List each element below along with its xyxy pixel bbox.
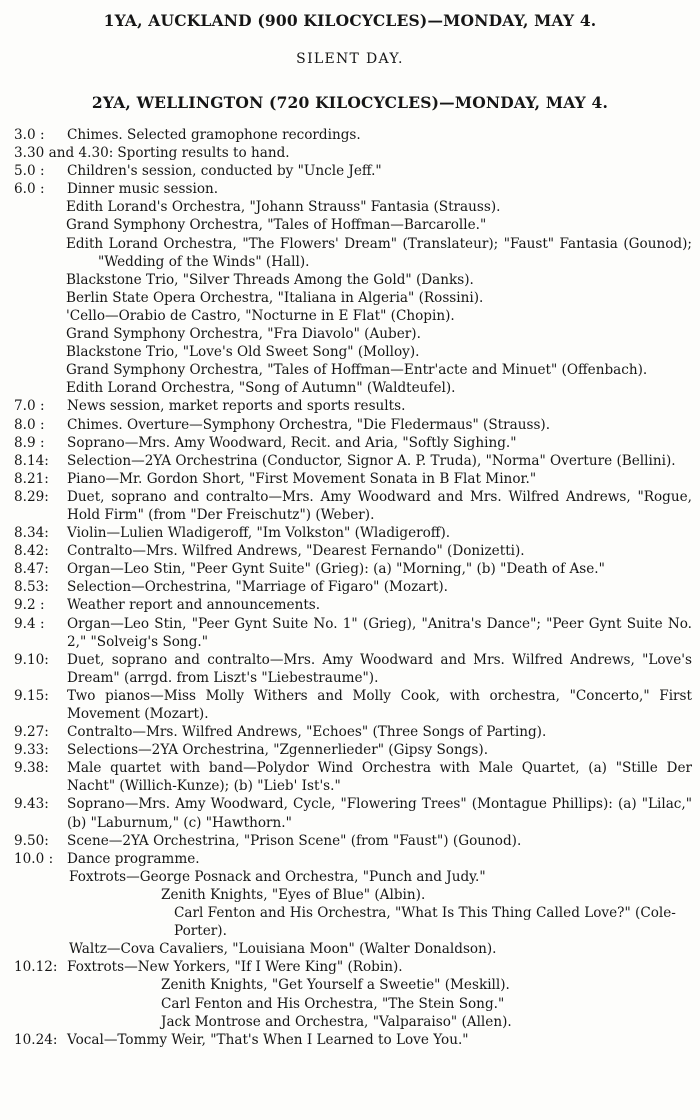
- entry-time: 8.9 :: [14, 434, 45, 451]
- programme-entry: [14, 470, 692, 488]
- programme-entry: [14, 397, 692, 415]
- entry-text: Duet, soprano and contralto—Mrs. Amy Woodward and Mrs. Wilfred Andrews, "Rogue, Hold Firm" (from "Der Freischutz") (Weber).: [67, 488, 692, 523]
- entry-text: Selection—2YA Orchestrina (Conductor, Signor A. P. Truda), "Norma" Overture (Bellini).: [67, 452, 676, 469]
- entry-time: 8.29:: [14, 488, 49, 505]
- foxtrot-heading: Foxtrots—George Posnack and Orchestra, "Punch and Judy.": [69, 868, 486, 885]
- entry-text: Soprano—Mrs. Amy Woodward, Recit. and Aria, "Softly Sighing.": [67, 434, 517, 451]
- programme-entry: [14, 542, 692, 560]
- entry-time: 7.0 :: [14, 398, 45, 415]
- dinner-item: Blackstone Trio, "Silver Threads Among the Gold" (Danks).: [66, 271, 474, 288]
- dinner-item: Edith Lorand Orchestra, "Song of Autumn" (Waldteufel).: [66, 380, 456, 397]
- entry-time: 8.21:: [14, 470, 49, 487]
- entry-time: 9.33:: [14, 742, 49, 759]
- programme-entry: [14, 416, 692, 434]
- programme-entry: [14, 524, 692, 542]
- entry-time: 8.0 :: [14, 416, 45, 433]
- entry-text: Children's session, conducted by "Uncle Jeff.": [67, 163, 382, 180]
- entry-text: Sporting results to hand.: [117, 145, 290, 162]
- programme-entry: [14, 759, 692, 795]
- foxtrot-item: [14, 904, 692, 940]
- dinner-item: Grand Symphony Orchestra, "Tales of Hoffman—Barcarolle.": [66, 217, 487, 234]
- programme-entry: [14, 180, 692, 198]
- entry-time: 3.30 and 4.30:: [14, 145, 114, 162]
- entry-text: Selection—Orchestrina, "Marriage of Figaro" (Mozart).: [67, 579, 448, 596]
- entry-time: 10.12:: [14, 959, 58, 976]
- foxtrot-item-text: Carl Fenton and His Orchestra, "What Is This Thing Called Love?" (Cole-Porter).: [174, 905, 676, 940]
- entry-time: 5.0 :: [14, 163, 45, 180]
- entry-text: Piano—Mr. Gordon Short, "First Movement Sonata in B Flat Minor.": [67, 470, 537, 487]
- dinner-item: Blackstone Trio, "Love's Old Sweet Song" (Molloy).: [66, 344, 420, 361]
- entry-time: 8.34:: [14, 525, 49, 542]
- programme-entry: [14, 687, 692, 723]
- entry-text: Scene—2YA Orchestrina, "Prison Scene" (from "Faust") (Gounod).: [67, 832, 522, 849]
- programme-entry: [14, 958, 692, 976]
- dinner-item: Grand Symphony Orchestra, "Tales of Hoffman—Entr'acte and Minuet" (Offenbach).: [66, 362, 648, 379]
- entry-text: Vocal—Tommy Weir, "That's When I Learned to Love You.": [67, 1031, 469, 1048]
- dinner-item: Edith Lorand's Orchestra, "Johann Strauss" Fantasia (Strauss).: [66, 199, 501, 216]
- entry-text: Dinner music session.: [67, 181, 219, 198]
- entry-text: Male quartet with band—Polydor Wind Orchestra with Male Quartet, (a) "Stille Der Nacht" (Willich-Kunze); (b) "Lieb' Ist's.": [67, 760, 692, 795]
- programme-entry: [14, 723, 692, 741]
- entry-time: 10.0 :: [14, 850, 54, 867]
- entry-text: News session, market reports and sports results.: [67, 398, 406, 415]
- entry-time: 9.50:: [14, 832, 49, 849]
- programme-entry: [14, 434, 692, 452]
- entry-text: Violin—Lulien Wladigeroff, "Im Volkston" (Wladigeroff).: [67, 525, 451, 542]
- programme-entry: [14, 126, 692, 144]
- programme-entry: [14, 832, 692, 850]
- entry-time: 9.43:: [14, 796, 49, 813]
- programme-entry: [14, 578, 692, 596]
- dinner-item: Edith Lorand Orchestra, "The Flowers' Dream" (Translateur); "Faust" Fantasia (Gounod); "Wedding of the Winds" (Hall).: [66, 235, 692, 270]
- entry-time: 8.14:: [14, 452, 49, 469]
- entry-text: Organ—Leo Stin, "Peer Gynt Suite No. 1" (Grieg), "Anitra's Dance"; "Peer Gynt Suite No. 2," "Solveig's Song.": [67, 615, 692, 650]
- entry-text: Duet, soprano and contralto—Mrs. Amy Woodward and Mrs. Wilfred Andrews, "Love's Dream" (arrgd. from Liszt's "Liebestraume").: [67, 651, 692, 686]
- programme-entry: [14, 596, 692, 614]
- entry-time: 3.0 :: [14, 127, 45, 143]
- programme-entry: [14, 162, 692, 180]
- entry-time: 9.2 :: [14, 597, 45, 614]
- entry-text: Two pianos—Miss Molly Withers and Molly Cook, with orchestra, "Concerto," First Movement (Mozart).: [67, 687, 692, 722]
- entry-time: 10.24:: [14, 1031, 58, 1048]
- entry-text: Selections—2YA Orchestrina, "Zgennerlieder" (Gipsy Songs).: [67, 742, 489, 759]
- entry-text: Weather report and announcements.: [67, 597, 321, 614]
- entry-time: 9.27:: [14, 724, 49, 741]
- programme-entry: [14, 651, 692, 687]
- foxtrot-item: Jack Montrose and Orchestra, "Valparaiso" (Allen).: [161, 1013, 512, 1030]
- programme-entry: [14, 1031, 692, 1049]
- entry-text: Chimes. Selected gramophone recordings.: [67, 127, 361, 143]
- programme-list: [14, 126, 692, 1049]
- foxtrot-item: Zenith Knights, "Get Yourself a Sweetie" (Meskill).: [161, 977, 510, 994]
- entry-text: Contralto—Mrs. Wilfred Andrews, "Echoes" (Three Songs of Parting).: [67, 724, 547, 741]
- entry-text: Chimes. Overture—Symphony Orchestra, "Die Fledermaus" (Strauss).: [67, 416, 551, 433]
- dinner-item: 'Cello—Orabio de Castro, "Nocturne in E Flat" (Chopin).: [66, 307, 455, 324]
- dinner-item: Berlin State Opera Orchestra, "Italiana in Algeria" (Rossini).: [66, 289, 484, 306]
- entry-text: Foxtrots—New Yorkers, "If I Were King" (Robin).: [67, 959, 403, 976]
- entry-time: 9.4 :: [14, 615, 45, 632]
- station-heading-1ya: 1YA, AUCKLAND (900 KILOCYCLES)—MONDAY, MAY 4.: [103, 11, 597, 30]
- entry-time: 9.38:: [14, 760, 49, 777]
- entry-text: Soprano—Mrs. Amy Woodward, Cycle, "Flowering Trees" (Montague Phillips): (a) "Lilac," (b) "Laburnum," (c) "Hawthorn.": [67, 796, 692, 831]
- programme-entry: [14, 488, 692, 524]
- entry-time: 8.53:: [14, 579, 49, 596]
- foxtrot-item: Zenith Knights, "Eyes of Blue" (Albin).: [161, 886, 426, 903]
- programme-entry: [14, 144, 692, 162]
- programme-entry: [14, 741, 692, 759]
- waltz-item: Waltz—Cova Cavaliers, "Louisiana Moon" (Walter Donaldson).: [69, 941, 497, 958]
- dinner-item: Grand Symphony Orchestra, "Fra Diavolo" (Auber).: [66, 326, 421, 343]
- entry-time: 8.47:: [14, 561, 49, 578]
- entry-time: 8.42:: [14, 543, 49, 560]
- silent-day-note: SILENT DAY.: [296, 51, 404, 67]
- programme-entry: [14, 560, 692, 578]
- entry-text: Dance programme.: [67, 850, 200, 867]
- programme-entry: [14, 615, 692, 651]
- entry-time: 9.10:: [14, 651, 49, 668]
- entry-time: 9.15:: [14, 687, 49, 704]
- station-heading-2ya: 2YA, WELLINGTON (720 KILOCYCLES)—MONDAY, MAY 4.: [91, 93, 609, 112]
- entry-text: Organ—Leo Stin, "Peer Gynt Suite" (Grieg): (a) "Morning," (b) "Death of Ase.": [67, 561, 605, 578]
- foxtrot-item: Carl Fenton and His Orchestra, "The Stein Song.": [161, 995, 505, 1012]
- entry-text: Contralto—Mrs. Wilfred Andrews, "Dearest Fernando" (Donizetti).: [67, 543, 525, 560]
- programme-entry: [14, 795, 692, 831]
- programme-entry: [14, 452, 692, 470]
- entry-time: 6.0 :: [14, 181, 45, 198]
- programme-entry: [14, 850, 692, 868]
